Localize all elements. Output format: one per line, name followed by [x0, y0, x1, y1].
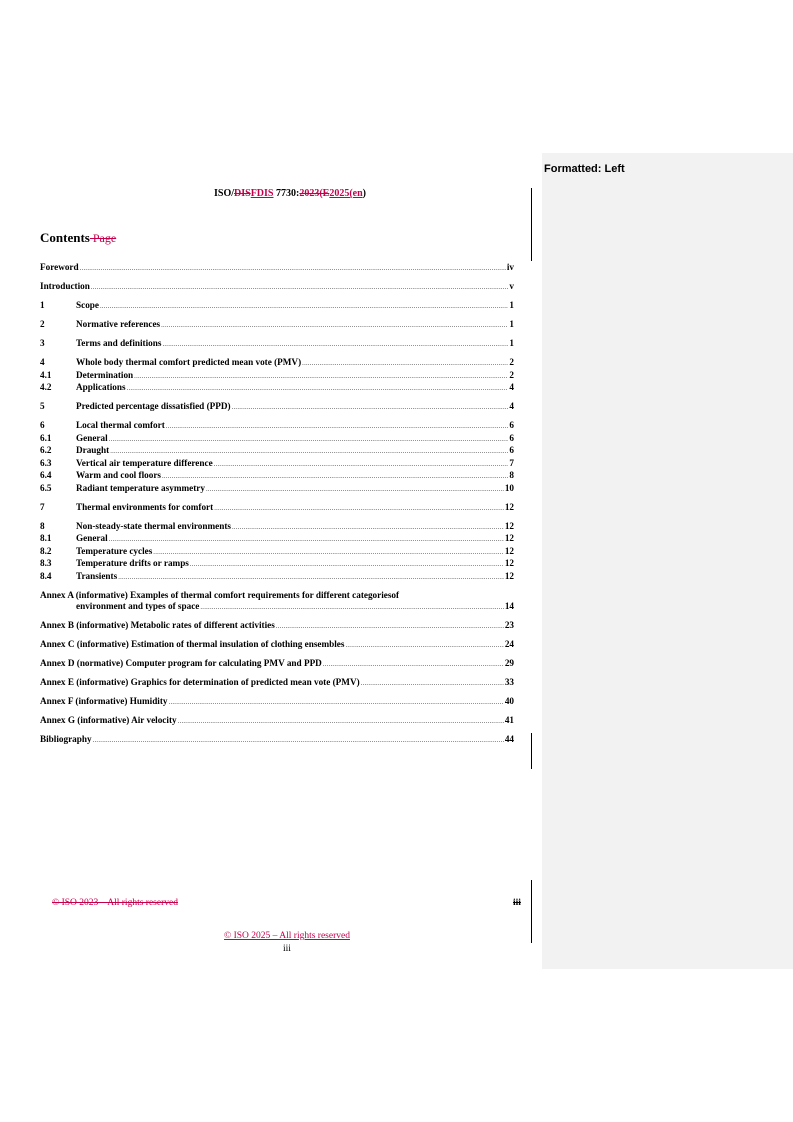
toc-number: 8 — [40, 520, 45, 531]
table-of-contents — [40, 262, 514, 747]
toc-leader — [169, 696, 504, 709]
contents-page-label: Page — [89, 231, 117, 245]
toc-entry-8-1[interactable] — [40, 533, 514, 546]
toc-entry-introduction[interactable] — [40, 281, 514, 294]
toc-leader — [93, 734, 504, 747]
toc-entry-4-1[interactable] — [40, 370, 514, 383]
toc-title-line1: Annex A (informative) Examples of thermal comfort requirements for different categoriesof — [40, 589, 400, 600]
toc-leader — [345, 639, 503, 652]
toc-number: 1 — [40, 300, 45, 310]
toc-leader — [214, 458, 509, 471]
toc-page: 29 — [504, 658, 514, 668]
toc-title: Transients — [76, 570, 118, 581]
toc-page: 40 — [504, 696, 514, 706]
toc-entry-4[interactable] — [40, 357, 514, 370]
toc-number: 4 — [40, 357, 45, 367]
toc-page: 12 — [504, 545, 514, 556]
toc-title: Annex D (normative) Computer program for calculating PMV and PPD — [40, 658, 322, 668]
toc-leader — [91, 281, 509, 294]
header-deleted-stage: DIS — [234, 188, 251, 199]
toc-leader — [166, 420, 509, 433]
toc-entry-annex-g[interactable] — [40, 715, 514, 728]
toc-leader — [118, 571, 504, 584]
toc-entry-annex-a[interactable] — [40, 590, 514, 614]
toc-number: 7 — [40, 501, 45, 512]
toc-entry-7[interactable] — [40, 502, 514, 515]
toc-title: Local thermal comfort — [76, 420, 165, 430]
toc-number: 8.3 — [40, 558, 52, 568]
toc-leader — [109, 433, 509, 446]
toc-title: Annex E (informative) Graphics for determination of predicted mean vote (PMV) — [40, 677, 360, 687]
toc-page: 12 — [504, 501, 514, 512]
toc-page: 4 — [509, 382, 514, 392]
toc-page: 6 — [509, 420, 514, 430]
toc-entry-4-2[interactable] — [40, 382, 514, 395]
toc-leader — [127, 382, 509, 395]
toc-page: 23 — [504, 620, 514, 630]
footer-deleted-page-number: iii — [513, 898, 521, 908]
toc-title: Whole body thermal comfort predicted mean vote (PMV) — [76, 357, 302, 367]
header-inserted-year: 2025(en — [329, 188, 363, 199]
toc-page: 7 — [509, 457, 514, 468]
toc-number: 6.1 — [40, 432, 52, 443]
toc-title: Predicted percentage dissatisfied (PPD) — [76, 401, 231, 411]
toc-leader — [190, 558, 504, 571]
toc-entry-6-4[interactable] — [40, 470, 514, 483]
toc-number: 6 — [40, 420, 45, 430]
toc-page: 6 — [509, 432, 514, 443]
toc-page: 10 — [504, 482, 514, 493]
toc-leader — [232, 401, 509, 414]
toc-title: Normative references — [76, 319, 161, 329]
toc-title: Determination — [76, 369, 134, 380]
toc-title: Thermal environments for comfort — [76, 501, 214, 512]
toc-entry-8-3[interactable] — [40, 558, 514, 571]
toc-number: 8.4 — [40, 570, 52, 581]
contents-title: Contents — [40, 230, 90, 245]
toc-entry-3[interactable] — [40, 338, 514, 351]
toc-title: General — [76, 533, 108, 543]
toc-entry-6-2[interactable] — [40, 445, 514, 458]
toc-number: 5 — [40, 401, 45, 411]
toc-leader — [361, 677, 504, 690]
toc-entry-bibliography[interactable] — [40, 734, 514, 747]
header-prefix: ISO/ — [213, 188, 234, 199]
toc-number: 3 — [40, 338, 45, 348]
footer-deleted-copyright: © ISO 2023 – All rights reserved — [52, 898, 178, 908]
toc-title: General — [76, 432, 108, 443]
toc-leader — [153, 546, 504, 559]
footer-copyright: © ISO 2025 – All rights reserved — [224, 931, 350, 941]
toc-leader — [200, 601, 503, 614]
toc-page: 12 — [504, 558, 514, 568]
header-suffix: ) — [362, 188, 367, 199]
toc-number: 6.4 — [40, 470, 52, 480]
toc-entry-8-4[interactable] — [40, 571, 514, 584]
toc-title: Vertical air temperature difference — [76, 457, 213, 468]
toc-leader — [109, 533, 504, 546]
toc-entry-6-5[interactable] — [40, 483, 514, 496]
toc-number: 4.1 — [40, 369, 52, 380]
toc-title: Introduction — [40, 281, 90, 291]
toc-leader — [206, 483, 504, 496]
toc-page: 14 — [504, 601, 514, 611]
toc-page: 2 — [509, 357, 514, 367]
toc-leader — [178, 715, 504, 728]
toc-page: 8 — [509, 470, 514, 480]
toc-title: Terms and definitions — [76, 338, 162, 348]
toc-page: 1 — [509, 300, 514, 310]
toc-leader — [100, 300, 508, 313]
toc-page: 44 — [504, 734, 514, 744]
toc-entry-1[interactable] — [40, 300, 514, 313]
toc-entry-5[interactable] — [40, 401, 514, 414]
toc-entry-annex-e[interactable] — [40, 677, 514, 690]
toc-page: 12 — [504, 520, 514, 531]
toc-page: 41 — [504, 715, 514, 725]
toc-title: Foreword — [40, 262, 79, 272]
toc-entry-annex-f[interactable] — [40, 696, 514, 709]
toc-leader — [110, 445, 508, 458]
toc-entry-annex-c[interactable] — [40, 639, 514, 652]
toc-number: 6.2 — [40, 445, 52, 455]
contents-heading — [40, 230, 116, 246]
header-number: 7730: — [273, 188, 300, 199]
toc-entry-6-3[interactable] — [40, 458, 514, 471]
toc-page: 1 — [509, 319, 514, 329]
toc-entry-annex-d[interactable] — [40, 658, 514, 671]
toc-page: 33 — [504, 677, 514, 687]
toc-title: Annex C (informative) Estimation of thermal insulation of clothing ensembles — [40, 639, 345, 649]
toc-number: 6.5 — [40, 482, 52, 493]
change-bar-2 — [531, 733, 532, 769]
toc-leader — [162, 470, 508, 483]
toc-leader — [302, 357, 508, 370]
toc-title: Bibliography — [40, 734, 92, 744]
toc-title: Applications — [76, 382, 126, 392]
toc-number: 8.2 — [40, 545, 52, 556]
toc-leader — [161, 319, 508, 332]
toc-entry-8-2[interactable] — [40, 546, 514, 559]
toc-entry-6[interactable] — [40, 420, 514, 433]
toc-leader — [162, 338, 508, 351]
toc-number: 4.2 — [40, 382, 52, 392]
toc-page: 1 — [509, 338, 514, 348]
toc-title: Annex F (informative) Humidity — [40, 696, 168, 706]
toc-title: Draught — [76, 445, 110, 455]
toc-title: Temperature drifts or ramps — [76, 558, 189, 568]
toc-leader — [134, 370, 508, 383]
document-header — [40, 188, 540, 199]
footer-page-number: iii — [283, 944, 291, 954]
toc-leader — [323, 658, 504, 671]
toc-title: Temperature cycles — [76, 545, 153, 556]
toc-title: Radiant temperature asymmetry — [76, 482, 205, 493]
toc-title: Scope — [76, 300, 99, 310]
toc-entry-foreword[interactable] — [40, 262, 514, 275]
toc-number: 8.1 — [40, 533, 52, 543]
toc-page: 12 — [504, 533, 514, 543]
toc-page: iv — [506, 262, 514, 272]
comment-sidebar — [542, 153, 793, 969]
toc-leader — [214, 502, 504, 515]
toc-entry-annex-b[interactable] — [40, 620, 514, 633]
header-deleted-year: 2023(E — [299, 188, 330, 199]
toc-leader — [232, 521, 504, 534]
toc-title: Annex G (informative) Air velocity — [40, 715, 177, 725]
toc-page: v — [509, 281, 514, 291]
toc-title-line2: environment and types of space — [76, 601, 200, 611]
toc-leader — [80, 262, 506, 275]
toc-page: 24 — [504, 639, 514, 649]
toc-title: Annex B (informative) Metabolic rates of different activities — [40, 620, 275, 630]
comment-label: Formatted: Left — [544, 163, 625, 175]
toc-page: 2 — [509, 369, 514, 380]
toc-title: Warm and cool floors — [76, 470, 161, 480]
toc-title: Non-steady-state thermal environments — [76, 520, 231, 531]
toc-page: 6 — [509, 445, 514, 455]
toc-entry-2[interactable] — [40, 319, 514, 332]
toc-number: 6.3 — [40, 457, 52, 468]
toc-number: 2 — [40, 319, 45, 329]
toc-leader — [276, 620, 504, 633]
toc-entry-6-1[interactable] — [40, 433, 514, 446]
toc-entry-8[interactable] — [40, 521, 514, 534]
toc-page: 12 — [504, 570, 514, 581]
header-inserted-stage: FDIS — [250, 188, 274, 199]
toc-page: 4 — [509, 401, 514, 411]
